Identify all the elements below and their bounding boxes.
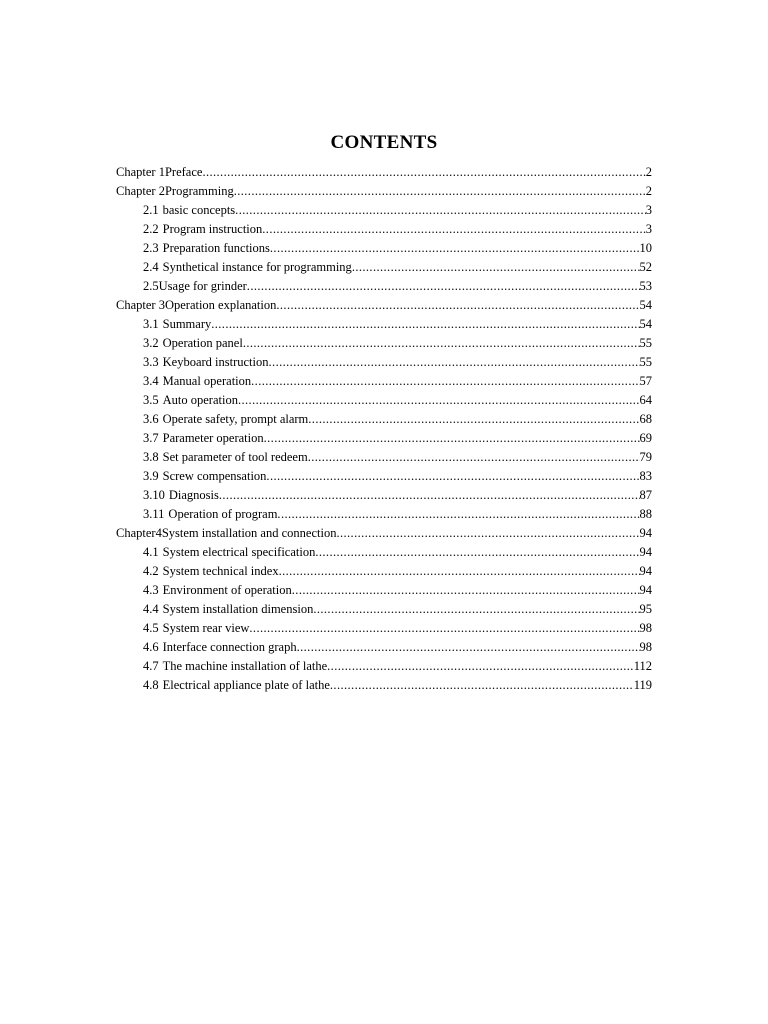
toc-entry-page: 55 (639, 355, 652, 369)
toc-entry-number: 3.2 (143, 336, 159, 350)
dot-leader (202, 163, 645, 182)
toc-entry-3-3[interactable] (116, 353, 652, 372)
dot-leader (336, 524, 639, 543)
toc-entry-page: 52 (639, 260, 652, 274)
toc-entry-2-4[interactable] (116, 258, 652, 277)
toc-entry-3-2[interactable] (116, 334, 652, 353)
toc-entry-number: 3.6 (143, 412, 159, 426)
toc-entry-4-5[interactable] (116, 619, 652, 638)
dot-leader (249, 619, 639, 638)
toc-entry-label: Parameter operation (162, 431, 264, 445)
toc-entry-4-1[interactable] (116, 543, 652, 562)
toc-entry-page: 98 (639, 621, 652, 635)
toc-entry-page: 68 (639, 412, 652, 426)
dot-leader (247, 277, 640, 296)
toc-entry-number: 2.2 (143, 222, 159, 236)
toc-entry-3-10[interactable] (116, 486, 652, 505)
toc-entry-3-11[interactable] (116, 505, 652, 524)
dot-leader (276, 296, 639, 315)
toc-entry-label: Environment of operation (162, 583, 292, 597)
toc-entry-4-6[interactable] (116, 638, 652, 657)
toc-entry-label: Program instruction (162, 222, 263, 236)
toc-entry-number: 3.9 (143, 469, 159, 483)
toc-entry-label: Preface (164, 165, 203, 179)
toc-entry-page: 98 (639, 640, 652, 654)
dot-leader (277, 505, 639, 524)
toc-entry-page: 87 (639, 488, 652, 502)
toc-entry-page: 57 (639, 374, 652, 388)
toc-entry-label: Programming (164, 184, 234, 198)
dot-leader (292, 581, 640, 600)
toc-entry-chapter-2[interactable] (116, 182, 652, 201)
dot-leader (251, 372, 639, 391)
toc-entry-page: 54 (639, 317, 652, 331)
toc-entry-label: Synthetical instance for programming (162, 260, 352, 274)
toc-entry-label: Operation explanation (164, 298, 277, 312)
toc-entry-3-7[interactable] (116, 429, 652, 448)
dot-leader (327, 657, 634, 676)
toc-entry-page: 69 (639, 431, 652, 445)
dot-leader (235, 201, 646, 220)
toc-entry-page: 3 (645, 203, 652, 217)
toc-entry-3-4[interactable] (116, 372, 652, 391)
toc-entry-number: 4.5 (143, 621, 159, 635)
toc-entry-page: 88 (639, 507, 652, 521)
dot-leader (352, 258, 640, 277)
page-title: CONTENTS (330, 132, 438, 153)
toc-entry-label: Diagnosis (168, 488, 219, 502)
toc-entry-4-2[interactable] (116, 562, 652, 581)
toc-entry-3-1[interactable] (116, 315, 652, 334)
dot-leader (330, 676, 634, 695)
dot-leader (313, 600, 639, 619)
toc-entry-page: 55 (639, 336, 652, 350)
toc-entry-number: 2.5 (143, 279, 159, 293)
toc-entry-2-2[interactable] (116, 220, 652, 239)
toc-entry-page: 112 (633, 659, 652, 673)
toc-entry-page: 94 (639, 545, 652, 559)
toc-entry-label: Set parameter of tool redeem (162, 450, 308, 464)
toc-entry-label: Operate safety, prompt alarm (162, 412, 309, 426)
toc-entry-4-4[interactable] (116, 600, 652, 619)
toc-entry-chapter-4[interactable] (116, 524, 652, 543)
toc-entry-3-6[interactable] (116, 410, 652, 429)
toc-entry-page: 2 (645, 184, 652, 198)
toc-entry-label: Auto operation (162, 393, 238, 407)
toc-entry-page: 119 (633, 678, 652, 692)
toc-entry-number: 3.8 (143, 450, 159, 464)
toc-entry-number: 3.4 (143, 374, 159, 388)
dot-leader (308, 410, 639, 429)
toc-entry-label: Preparation functions (162, 241, 270, 255)
dot-leader (266, 467, 639, 486)
table-of-contents (116, 163, 652, 695)
dot-leader (262, 220, 645, 239)
toc-entry-page: 2 (645, 165, 652, 179)
toc-entry-label: Usage for grinder (158, 279, 247, 293)
toc-entry-page: 83 (639, 469, 652, 483)
toc-entry-number: 3.3 (143, 355, 159, 369)
toc-entry-number: 4.4 (143, 602, 159, 616)
toc-entry-page: 94 (639, 583, 652, 597)
toc-entry-label: Screw compensation (162, 469, 267, 483)
dot-leader (264, 429, 640, 448)
toc-entry-number: 3.10 (143, 488, 165, 502)
toc-entry-label: Manual operation (162, 374, 252, 388)
toc-entry-4-3[interactable] (116, 581, 652, 600)
toc-entry-page: 64 (639, 393, 652, 407)
toc-entry-2-3[interactable] (116, 239, 652, 258)
toc-entry-number: 3.5 (143, 393, 159, 407)
toc-entry-page: 95 (639, 602, 652, 616)
dot-leader (243, 334, 640, 353)
dot-leader (238, 391, 640, 410)
toc-entry-label: System installation dimension (162, 602, 314, 616)
toc-entry-label: System installation and connection (161, 526, 337, 540)
toc-entry-label: Operation of program (168, 507, 278, 521)
toc-entry-label: The machine installation of lathe (162, 659, 328, 673)
toc-entry-page: 54 (639, 298, 652, 312)
toc-entry-2-5[interactable] (116, 277, 652, 296)
toc-entry-number: Chapter 2 (116, 184, 165, 198)
toc-entry-number: 2.4 (143, 260, 159, 274)
toc-entry-number: 4.3 (143, 583, 159, 597)
toc-entry-number: Chapter4 (116, 526, 162, 540)
toc-entry-number: 4.2 (143, 564, 159, 578)
toc-entry-label: Operation panel (162, 336, 243, 350)
toc-entry-label: System electrical specification (162, 545, 316, 559)
toc-entry-chapter-3[interactable] (116, 296, 652, 315)
dot-leader (297, 638, 640, 657)
toc-entry-chapter-1[interactable] (116, 163, 652, 182)
dot-leader (270, 239, 640, 258)
toc-entry-number: 4.7 (143, 659, 159, 673)
dot-leader (308, 448, 640, 467)
toc-entry-label: System technical index (162, 564, 279, 578)
toc-entry-page: 79 (639, 450, 652, 464)
dot-leader (219, 486, 640, 505)
toc-entry-number: Chapter 3 (116, 298, 165, 312)
toc-entry-3-9[interactable] (116, 467, 652, 486)
toc-entry-4-7[interactable] (116, 657, 652, 676)
toc-entry-label: Keyboard instruction (162, 355, 269, 369)
toc-entry-label: System rear view (162, 621, 250, 635)
toc-entry-2-1[interactable] (116, 201, 652, 220)
toc-entry-3-5[interactable] (116, 391, 652, 410)
toc-entry-label: Electrical appliance plate of lathe (162, 678, 330, 692)
toc-entry-page: 94 (639, 564, 652, 578)
toc-entry-page: 3 (645, 222, 652, 236)
dot-leader (279, 562, 640, 581)
toc-entry-number: Chapter 1 (116, 165, 165, 179)
dot-leader (211, 315, 639, 334)
toc-entry-number: 2.3 (143, 241, 159, 255)
toc-entry-page: 94 (639, 526, 652, 540)
toc-entry-label: basic concepts (162, 203, 236, 217)
toc-entry-3-8[interactable] (116, 448, 652, 467)
toc-entry-number: 4.1 (143, 545, 159, 559)
toc-entry-page: 10 (639, 241, 652, 255)
toc-entry-label: Summary (162, 317, 212, 331)
toc-entry-4-8[interactable] (116, 676, 652, 695)
toc-entry-number: 4.8 (143, 678, 159, 692)
dot-leader (234, 182, 646, 201)
toc-entry-number: 4.6 (143, 640, 159, 654)
dot-leader (315, 543, 639, 562)
dot-leader (269, 353, 640, 372)
toc-entry-number: 3.7 (143, 431, 159, 445)
toc-entry-label: Interface connection graph (162, 640, 297, 654)
toc-entry-number: 2.1 (143, 203, 159, 217)
toc-entry-number: 3.1 (143, 317, 159, 331)
toc-entry-page: 53 (639, 279, 652, 293)
toc-entry-number: 3.11 (143, 507, 165, 521)
